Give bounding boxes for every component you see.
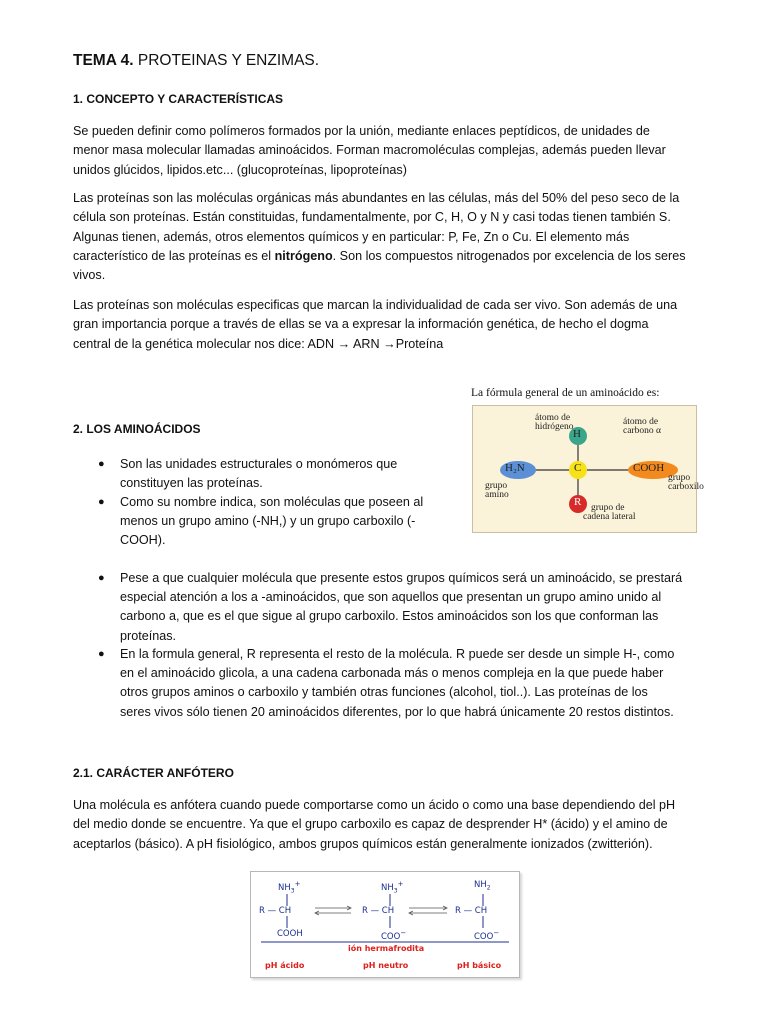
label-ion-hermafrodita: ión hermafrodita bbox=[348, 944, 425, 953]
node-r-label: R bbox=[574, 496, 582, 508]
figure-caption: La fórmula general de un aminoácido es: bbox=[471, 387, 660, 399]
page-title: TEMA 4. PROTEINAS Y ENZIMAS. bbox=[73, 52, 320, 69]
equilibrium-arrows-right bbox=[409, 906, 447, 915]
label-ph-neutro: pH neutro bbox=[363, 961, 409, 970]
label-side-chain: grupo de cadena lateral bbox=[583, 503, 636, 522]
label-amino-group: grupo amino bbox=[485, 481, 509, 500]
paragraph-dogma: Las proteínas son moléculas especificas que marcan la individualidad de cada ser vivo. Son además de una gran importancia porque a través de ellas se va a expresar la información genética, de hecho el dogma central de la genética molecular nos dice: ADN → ARN →Proteína bbox=[73, 298, 678, 351]
node-c-label: C bbox=[574, 462, 582, 474]
zwitterion-figure: $NH_3^+$ $NH_3^+$ $NH_2$ R — CH R — CH R — CH COOH COO− COO− ión hermafrodita pH ácido pH neutro pH básico bbox=[250, 871, 520, 978]
section-2-1-heading: 2.1. CARÁCTER ANFÓTERO bbox=[73, 766, 234, 780]
bullet-item: ● Como su nombre indica, son moléculas que poseen al menos un grupo amino (-NH,) y un grupo carboxilo (- COOH). bbox=[98, 495, 424, 548]
amino-acid-figure bbox=[472, 405, 704, 533]
bullet-item: ● En la formula general, R representa el resto de la molécula. R puede ser desde un simple H-, como en el aminoácido glicola, a una cadena carbonada más o menos compleja en la que puede haber otros grupos aminos o carboxilo y también otras funciones (alcohol, tiol..). Las proteínas de los seres vivos sólo tienen 20 aminoácidos diferentes, por lo que habrá únicamente 20 restos distintos. bbox=[98, 647, 675, 719]
node-h-label: H bbox=[573, 428, 581, 440]
paragraph-composition: Las proteínas son las moléculas orgánicas más abundantes en las células, más del 50% del peso seco de la célula son proteínas. Están constituidas, fundamentalmente, por C, H, O y N y casi todas tienen también S. Algunas tienen, además, otros elementos químicos y en particular: P, Fe, Zn o Cu. El elemento más característico de las proteínas es el nitrógeno. Son los compuestos nitrogenados por excelencia de los seres vivos. bbox=[73, 191, 686, 283]
equilibrium-arrows-left bbox=[315, 906, 351, 915]
node-h2n-label: H₂N bbox=[505, 462, 525, 474]
paragraph-definition: Se pueden definir como polímeros formados por la unión, mediante enlaces peptídicos, de unidades de menor masa molecular llamadas aminoácidos. Forman macromoléculas complejas, además pueden llevar unidos glúcidos, lipidos.etc... (glucoproteínas, lipoproteínas) bbox=[73, 124, 666, 177]
node-cooh-label: COOH bbox=[633, 462, 665, 474]
paragraph-amphoteric: Una molécula es anfótera cuando puede comportarse como un ácido o como una base dependiendo del pH del medio donde se encuentre. Ya que el grupo carboxilo es capaz de desprender H* (ácido) y el amino de aceptarlos (básico). A pH fisiológico, ambos grupos químicos están generalmente ionizados (zwitterión). bbox=[73, 798, 676, 851]
label-ph-acido: pH ácido bbox=[265, 961, 305, 970]
label-carboxyl-group: grupo carboxilo bbox=[668, 473, 704, 492]
section-1-heading: 1. CONCEPTO Y CARACTERÍSTICAS bbox=[73, 92, 284, 106]
label-ph-basico: pH básico bbox=[457, 961, 502, 970]
bullet-item: ● Son las unidades estructurales o monómeros que constituyen las proteínas. bbox=[98, 457, 398, 491]
bullet-item: ● Pese a que cualquier molécula que presente estos grupos químicos será un aminoácido, se prestará especial atención a los a -aminoácidos, que son aquellos que presentan un grupo amino unido al carbono a, que es el que sigue al grupo carboxilo. Estos aminoácidos son los que conforman las proteínas. bbox=[98, 571, 683, 643]
section-2-heading: 2. LOS AMINOÁCIDOS bbox=[73, 422, 201, 436]
label-hydrogen-atom: átomo de hidrógeno bbox=[535, 413, 574, 432]
label-alpha-carbon: átomo de carbono α bbox=[623, 417, 661, 436]
